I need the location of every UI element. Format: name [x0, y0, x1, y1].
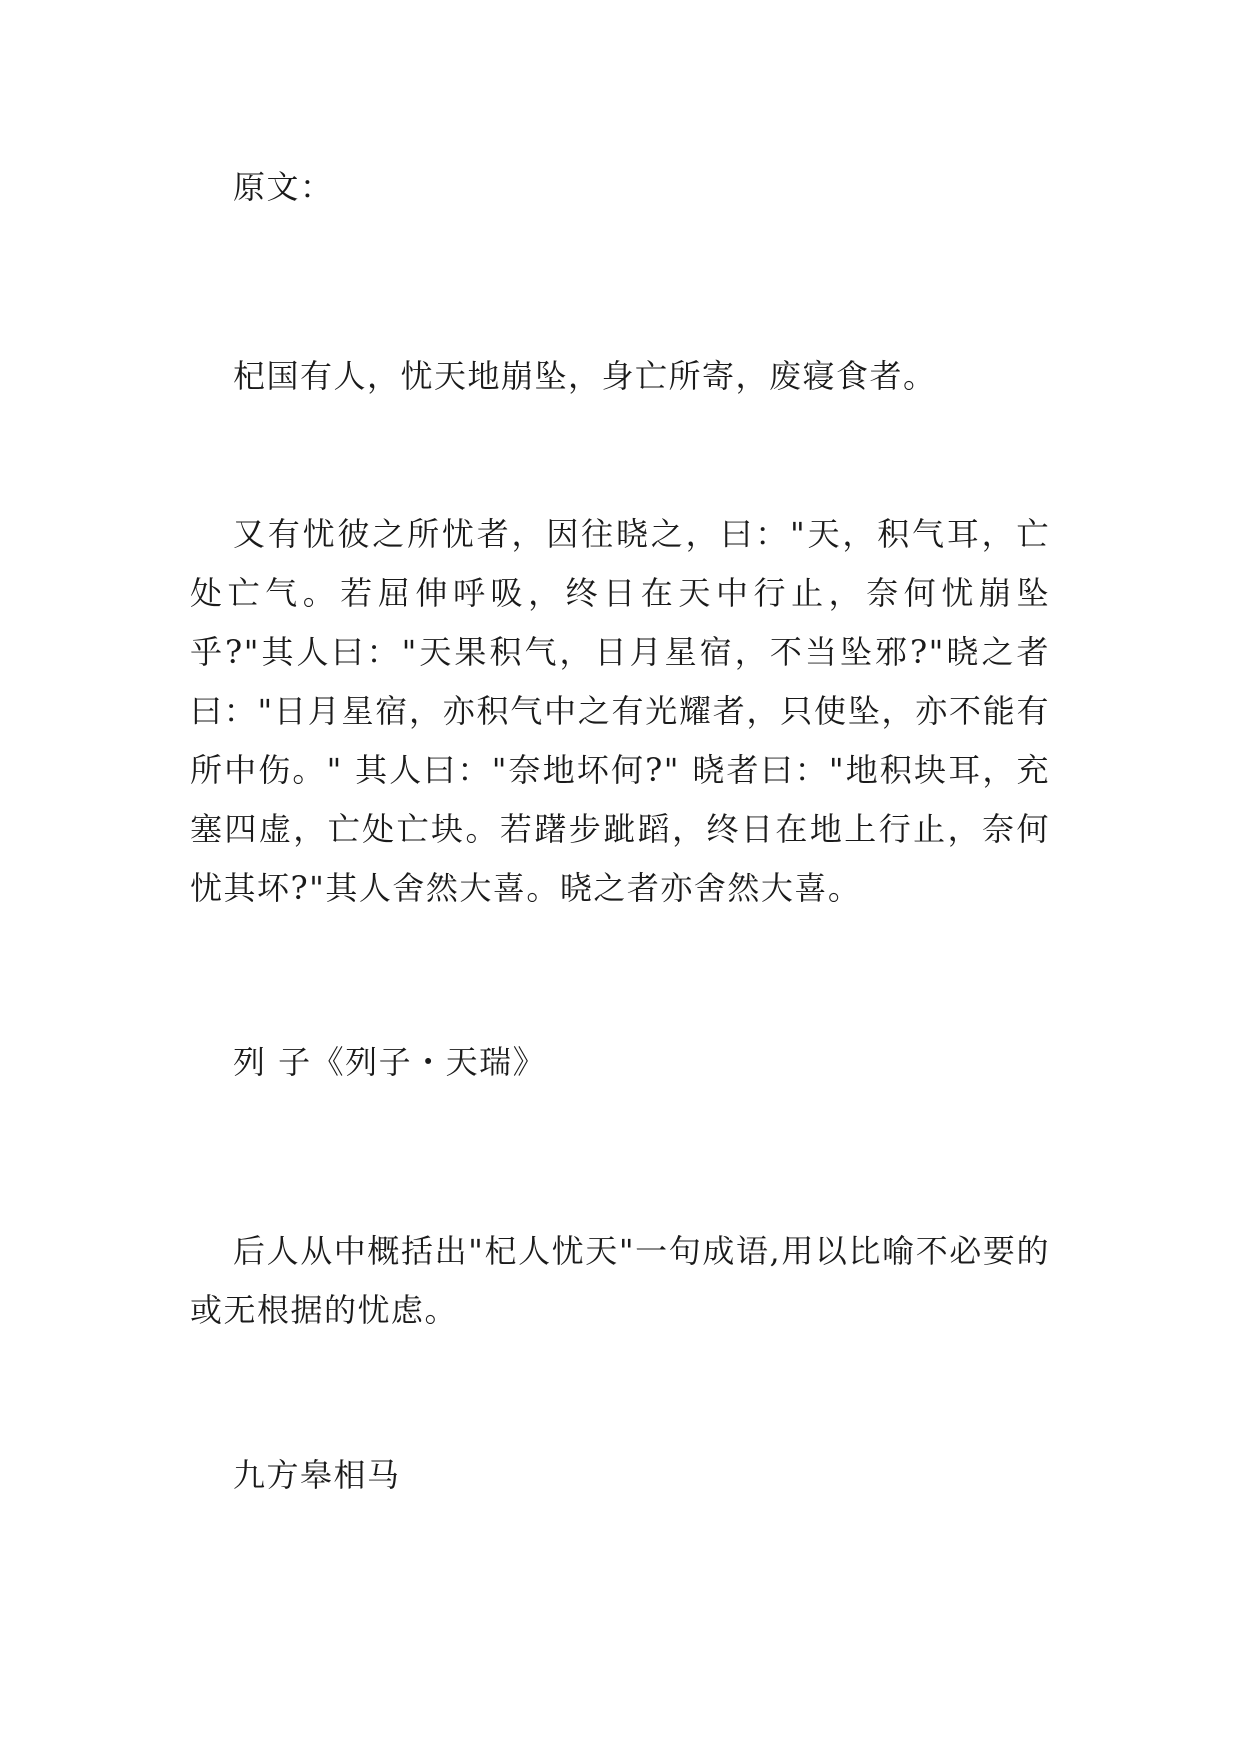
- paragraph-opening: 杞国有人，忧天地崩坠，身亡所寄，废寝食者。: [233, 357, 937, 395]
- paragraph-dialogue: 又有忧彼之所忧者，因往晓之，曰："天，积气耳，亡处亡气。若屈伸呼吸，终日在天中行止，奈何忧崩坠乎?"其人曰："天果积气，日月星宿，不当坠邪?"晓之者曰："日月星宿，亦积气中之有光耀者，只使坠，亦不能有所中伤。" 其人曰："奈地坏何?" 晓者曰："地积块耳，充塞四虚，亡处亡块。若躇步跐蹈，终日在地上行止，奈何忧其坏?"其人舍然大喜。晓之者亦舍然大喜。: [190, 515, 1050, 907]
- paragraph-idiom-explanation: 后人从中概括出"杞人忧天"一句成语,用以比喻不必要的或无根据的忧虑。: [190, 1232, 1050, 1329]
- heading-original-text: 原文：: [233, 168, 334, 206]
- source-citation: 列 子《列子・天瑞》: [233, 1043, 547, 1081]
- section-title-next-story: 九方皋相马: [233, 1456, 401, 1494]
